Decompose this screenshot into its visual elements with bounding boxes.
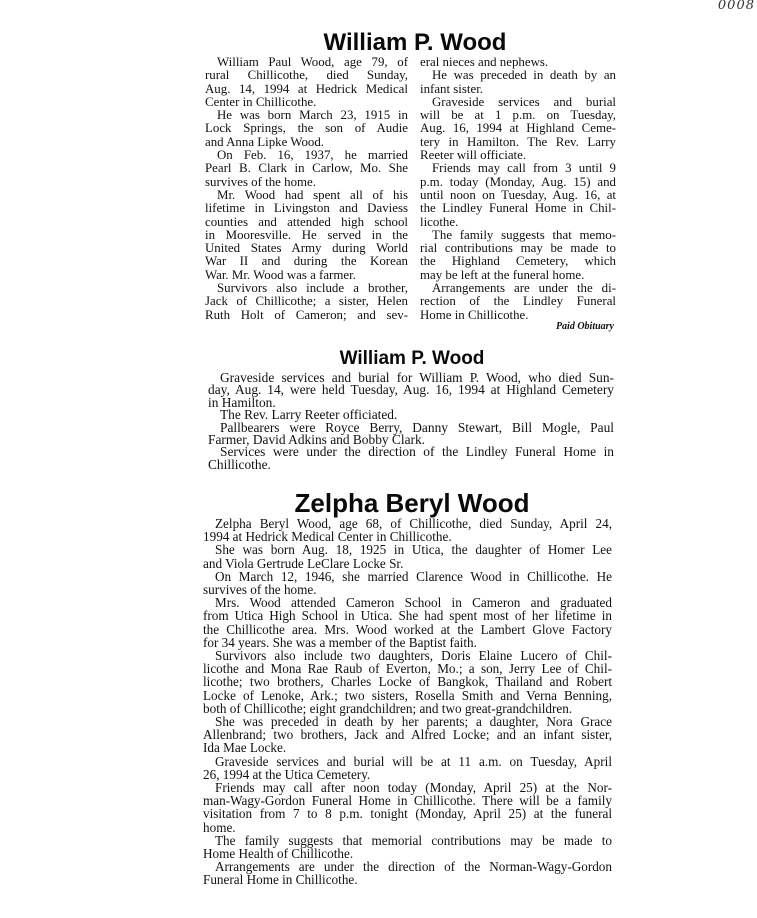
text-line: Chillicothe. [208, 456, 271, 472]
text-line: War. Mr. Wood was a farmer. [205, 267, 356, 282]
text-line: Home in Chillicothe. [420, 307, 529, 322]
text-line: both of Chillicothe; eight grandchildren; and two great-grandchildren. [203, 700, 573, 716]
obituary-title: William P. Wood [339, 348, 485, 369]
text-line: tery in Hamilton. The Rev. Larry [420, 134, 616, 149]
text-line: day, Aug. 14, were held Tuesday, Aug. 16, 1994 at Highland Cemetery [208, 382, 614, 398]
text-line: Friends may call after noon today (Monday, April 25) at the Nor- [215, 780, 612, 796]
text-line: On March 12, 1946, she married Clarence Wood in Chillicothe. He [215, 568, 612, 584]
paragraph [420, 69, 616, 96]
text-line: Reeter will officiate. [420, 148, 527, 163]
paragraph [203, 781, 612, 834]
text-line: rural Chillicothe, died Sunday, [205, 68, 408, 83]
text-line: Lock Springs, the son of Audie [205, 121, 408, 136]
text-line: Aug. 16, 1994 at Highland Ceme- [420, 121, 616, 136]
text-line: rial contributions may be made to [420, 241, 616, 256]
text-line: in Hamilton. [208, 394, 276, 410]
paragraph [205, 282, 408, 322]
paragraph [420, 229, 616, 282]
text-line: licothe; two brothers, Charles Locke of Bangkok, Thailand and Robert [203, 674, 612, 690]
paragraph [205, 109, 408, 149]
text-line: Aug. 14, 1994 at Hedrick Medical [205, 81, 408, 96]
text-line: infant sister. [420, 81, 484, 96]
text-line: Center in Chillicothe. [205, 94, 317, 109]
text-line: visitation from 7 to 8 p.m. tonight (Monday, April 25) at the funeral [203, 806, 612, 822]
text-line: licothe and Mona Rae Raub of Everton, Mo.; a son, Jerry Lee of Chil- [203, 661, 612, 677]
text-line: and Viola Gertrude LeClare Locke Sr. [203, 555, 404, 571]
paragraph [208, 372, 614, 409]
handwritten-page-number: 0008 [717, 0, 755, 13]
text-line: until noon on Tuesday, Aug. 16, at [420, 187, 616, 202]
text-line: Mrs. Wood attended Cameron School in Cameron and graduated [215, 595, 612, 611]
text-line: He was preceded in death by an [432, 68, 616, 83]
paragraph [203, 570, 612, 596]
paragraph [420, 162, 616, 228]
paragraph [420, 282, 616, 322]
text-line: Survivors also include a brother, [217, 281, 408, 296]
paragraph [420, 96, 616, 162]
text-line: Graveside services and burial [432, 94, 616, 109]
text-line: The Rev. Larry Reeter officiated. [220, 407, 398, 423]
text-line: Mr. Wood had spent all of his [217, 187, 408, 202]
text-line: Graveside services and burial will be at 11 a.m. on Tuesday, April [215, 753, 612, 769]
text-line: survives of the home. [203, 582, 317, 598]
text-line: She was preceded in death by her parents; a daughter, Nora Grace [215, 714, 612, 730]
text-line: Jack of Chillicothe; a sister, Helen [205, 294, 408, 309]
text-line: Services were under the direction of the Lindley Funeral Home in [220, 444, 614, 460]
text-line: Home Health of Chillicothe. [203, 846, 354, 862]
text-line: Allenbrand; two brothers, Jack and Alfred Locke; and an infant sister, [203, 727, 612, 743]
text-line: Graveside services and burial for William P. Wood, who died Sun- [220, 370, 614, 385]
text-line: The family suggests that memorial contributions may be made to [215, 832, 612, 848]
text-line: Arrangements are under the direction of the Norman-Wagy-Gordon [215, 859, 612, 875]
text-line: rection of the Lindley Funeral [420, 294, 616, 309]
text-line: and Anna Lipke Wood. [205, 134, 325, 149]
text-line: On Feb. 16, 1937, he married [217, 148, 408, 163]
paragraph [205, 189, 408, 282]
text-line: licothe. [420, 214, 459, 229]
text-line: Zelpha Beryl Wood, age 68, of Chillicothe, died Sunday, April 24, [215, 516, 612, 531]
text-line: Locke of Lenoke, Ark.; two sisters, Rosella Smith and Verna Benning, [203, 687, 612, 703]
paragraph [203, 834, 612, 860]
text-line: Pearl B. Clark in Carlow, Mo. She [205, 161, 408, 176]
text-line: The family suggests that memo- [432, 227, 616, 242]
text-line: Ida Mae Locke. [203, 740, 287, 756]
text-line: in Mooresville. He served in the [205, 227, 408, 242]
paragraph [420, 56, 616, 69]
text-line: will be at 1 p.m. on Tuesday, [420, 108, 616, 123]
text-line: Arrangements are under the di- [432, 281, 616, 296]
paragraph [208, 446, 614, 471]
text-line: from Utica High School in Utica. She had spent most of her lifetime in [203, 608, 612, 624]
text-line: the Highland Cemetery, which [420, 254, 616, 269]
text-line: counties and attended high school [205, 214, 408, 229]
obituary-body [208, 372, 614, 471]
text-line: William Paul Wood, age 79, of [217, 55, 408, 69]
text-line: man-Wagy-Gordon Funeral Home in Chillicothe. There will be a family [203, 793, 612, 809]
text-line: eral nieces and nephews. [420, 55, 549, 69]
obituary-column-left [205, 56, 408, 322]
text-line: lifetime in Livingston and Daviess [205, 201, 408, 216]
text-line: Ruth Holt of Cameron; and sev- [205, 307, 408, 322]
paragraph [205, 56, 408, 109]
text-line: p.m. today (Monday, Aug. 15) and [420, 174, 616, 189]
paragraph [203, 517, 612, 543]
text-line: Pallbearers were Royce Berry, Danny Stewart, Bill Mogle, Paul [220, 419, 614, 435]
text-line: for 34 years. She was a member of the Baptist faith. [203, 634, 477, 650]
text-line: Friends may call from 3 until 9 [432, 161, 616, 176]
text-line: home. [203, 819, 236, 835]
paragraph [203, 649, 612, 715]
paragraph [205, 149, 408, 189]
obituary-title: Zelpha Beryl Wood [294, 488, 530, 518]
paragraph [203, 543, 612, 569]
text-line: She was born Aug. 18, 1925 in Utica, the daughter of Homer Lee [215, 542, 612, 558]
text-line: 26, 1994 at the Utica Cemetery. [203, 766, 371, 782]
text-line: Survivors also include two daughters, Doris Elaine Lucero of Chil- [215, 648, 612, 664]
text-line: He was born March 23, 1915 in [217, 108, 408, 123]
text-line: Funeral Home in Chillicothe. [203, 872, 358, 888]
text-line: 1994 at Hedrick Medical Center in Chillicothe. [203, 529, 452, 545]
paid-obituary-label: Paid Obituary [555, 321, 614, 332]
obituary-column-right [420, 56, 616, 322]
text-line: War II and during the Korean [205, 254, 408, 269]
text-line: United States Army during World [205, 241, 408, 256]
text-line: the Chillicothe area. Mrs. Wood worked at the Lambert Glove Factory [203, 621, 612, 637]
paragraph [203, 715, 612, 755]
paragraph [203, 860, 612, 886]
text-line: survives of the home. [205, 174, 316, 189]
paragraph [208, 419, 614, 448]
text-line: Farmer, David Adkins and Bobby Clark. [208, 432, 426, 448]
text-line: may be left at the funeral home. [420, 267, 585, 282]
obituary-body [203, 517, 612, 887]
text-line: the Lindley Funeral Home in Chil- [420, 201, 616, 216]
paragraph [203, 755, 612, 781]
paragraph [203, 596, 612, 649]
obituary-title: William P. Wood [323, 29, 507, 56]
